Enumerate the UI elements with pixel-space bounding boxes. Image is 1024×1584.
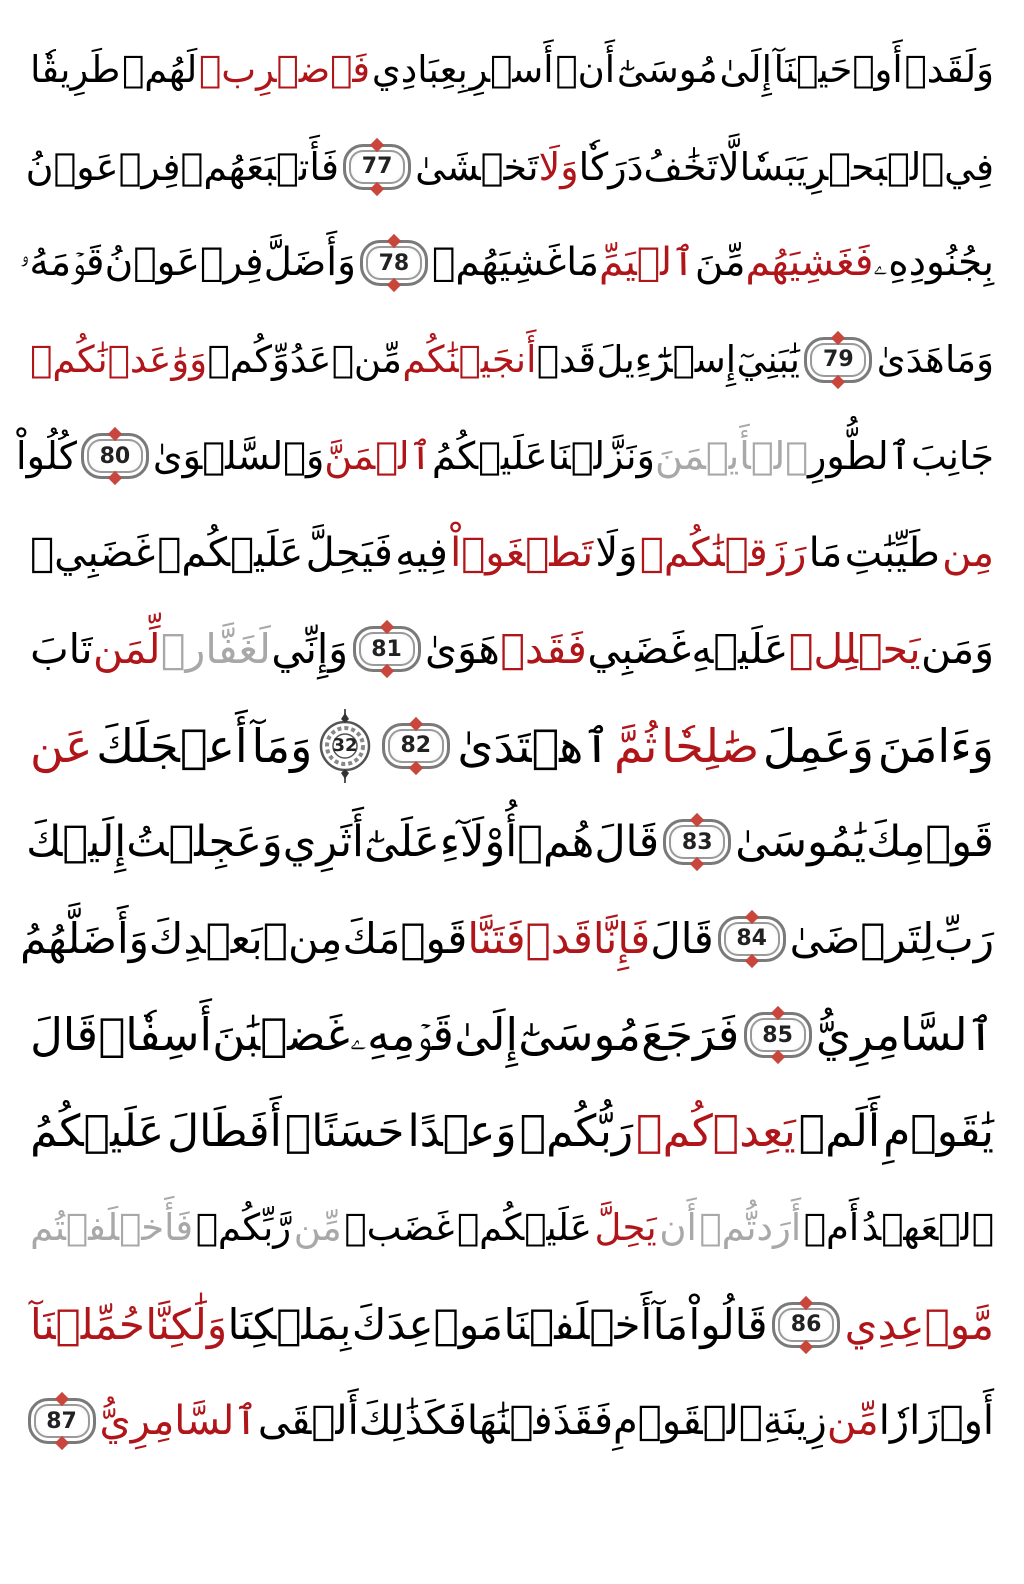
quran-word: يَحِلَّ (594, 1206, 657, 1250)
quran-word: فِرۡعَوۡنُ (25, 144, 181, 189)
quran-word: قَدۡ (536, 337, 597, 381)
quran-word: مَا (566, 240, 600, 286)
quran-word: صَٰلِحٗا (661, 718, 760, 773)
quran-word: غَشِيَهُمۡ (431, 240, 567, 286)
quran-word: هَوَىٰ (425, 625, 500, 674)
quran-word: تَطۡغَوۡاْ (450, 529, 594, 576)
quran-word: ٱلۡبَحۡرِ (807, 144, 945, 189)
quran-word: مَا (808, 529, 843, 576)
ayah-number: 77 (361, 154, 393, 180)
ayah-number-marker (744, 1012, 812, 1058)
ayah-number: 83 (681, 829, 713, 855)
quran-word: أَخۡلَفۡنَا (503, 1299, 653, 1349)
quran-word: رَبُّكُمۡ (519, 1105, 634, 1157)
quran-word: وَمَا (945, 337, 994, 381)
quran-word: وَإِنِّي (271, 625, 349, 674)
quran-word: فِرۡعَوۡنُ (104, 240, 264, 286)
quran-word: فَٱضۡرِبۡ (199, 48, 371, 92)
quran-word: أَوۡحَيۡنَآ (773, 48, 903, 92)
ayah-number-marker (353, 626, 421, 672)
quran-word: إِلَيۡكَ (26, 817, 127, 868)
quran-word: وَلَٰكِنَّا (145, 1299, 228, 1349)
quran-word: فَيَحِلَّ (305, 529, 393, 576)
quran-word: وَءَامَنَ (877, 718, 994, 773)
quran-word: مُوسَىٰٓ (518, 1008, 641, 1062)
quran-word: بِمَلۡكِنَا (227, 1299, 352, 1349)
ayah-number-marker (804, 337, 872, 383)
quran-word: أَعۡجَلَكَ (96, 718, 248, 773)
text-line (30, 1373, 994, 1470)
quran-word: تَابَ (30, 625, 93, 674)
quran-word: عَلَىٰٓ (364, 817, 440, 868)
quran-word: إِلَىٰ (454, 1008, 518, 1062)
quran-word: ٱلۡعَهۡدُ (861, 1206, 994, 1250)
ayah-number-marker (772, 1302, 840, 1348)
quran-word: مِنۢ (262, 913, 343, 963)
ayah-number: 79 (823, 347, 854, 373)
hizb-number: 32 (332, 735, 358, 757)
quran-word: وَنَزَّلۡنَا (547, 434, 655, 479)
quran-word: عَلَيۡهِ (691, 625, 789, 674)
quran-word: ٱلۡقَوۡمِ (612, 1398, 763, 1445)
quran-word: فَقَذَفۡنَٰهَا (466, 1398, 613, 1445)
quran-word: رَبِّ (934, 913, 994, 963)
quran-word: طَيِّبَٰتِ (844, 529, 940, 576)
quran-word: يَٰمُوسَىٰ (735, 817, 867, 868)
quran-word: هُمۡ (517, 817, 595, 868)
quran-word: مِن (942, 529, 994, 576)
quran-word: قَوۡمِهِۦ (350, 1008, 454, 1062)
quran-word: أُوْلَآءِ (439, 817, 518, 868)
quran-word: ٱلطُّورِ (808, 434, 912, 479)
text-line (16, 408, 994, 505)
quran-word: تَخَٰفُ (643, 144, 718, 189)
ayah-number: 80 (99, 443, 131, 469)
quran-word: أَوۡزَارٗا (878, 1398, 994, 1445)
quran-word: يَبَسٗا (739, 144, 808, 189)
quran-word: ٱلۡمَنَّ (324, 434, 432, 479)
quran-word: عَلَيۡكُمُ (30, 1105, 165, 1157)
text-line (19, 215, 994, 312)
quran-word: وَمَآ (251, 718, 313, 773)
text-line (30, 22, 994, 119)
quran-word: لَغَفَّارٞ (160, 625, 271, 674)
quran-word: حَسَنًاۚ (284, 1105, 405, 1157)
quran-word: قَالُواْ (688, 1299, 768, 1349)
quran-word: وَلَا (538, 144, 579, 189)
text-line (30, 312, 994, 409)
quran-word: قَوۡمَهُۥ (19, 240, 105, 286)
quran-word: مَآ (652, 1299, 689, 1349)
quran-word: فَتَنَّا (467, 913, 526, 963)
quran-word: طَرِيقٗا (30, 48, 121, 92)
quran-word: قَدۡ (525, 913, 593, 963)
quran-word: عَن (30, 718, 93, 773)
quran-word: وَعَمِلَ (762, 718, 874, 773)
quran-word: وَعۡدًا (407, 1105, 517, 1157)
quran-word: غَضَبٞ (344, 1206, 455, 1250)
quran-word: قَوۡمِكَ (866, 817, 994, 868)
quran-word: مِّن (826, 1398, 879, 1445)
quran-word: وَمَن (921, 625, 994, 674)
quran-word: أَنۡ (555, 48, 616, 92)
quran-word: أَمۡ (803, 1206, 860, 1250)
quran-word: بِجُنُودِهِۦ (873, 240, 994, 286)
quran-word: مِّن (293, 1206, 342, 1250)
quran-word: رَّبِّكُمۡ (195, 1206, 292, 1250)
quran-word: ثُمَّ (614, 718, 658, 773)
quran-word: غَضَبِي (587, 625, 691, 674)
quran-word: يَحۡلِلۡ (788, 625, 921, 674)
text-line (30, 1277, 994, 1374)
ayah-number: 84 (736, 926, 767, 952)
text-line (30, 1180, 994, 1277)
text-line (25, 119, 994, 216)
quran-word: تَخۡشَىٰ (415, 144, 539, 189)
quran-word: مِّنۡ (331, 337, 402, 381)
quran-word: إِلَىٰ (719, 48, 772, 92)
quran-word: يَٰقَوۡمِ (883, 1105, 994, 1157)
quran-word: بَعۡدِكَ (148, 913, 263, 963)
quran-word: أَرَدتُّمۡ (699, 1206, 802, 1250)
text-line (30, 505, 994, 602)
quran-word: أَنجَيۡنَٰكُم (402, 337, 537, 381)
quran-word: مَّوۡعِدِي (844, 1299, 994, 1349)
quran-word: قَوۡمَكَ (342, 913, 468, 963)
quran-word: كُلُواْ (16, 434, 77, 479)
quran-word: يَعِدۡكُمۡ (636, 1105, 796, 1157)
quran-word: فَإِنَّا (592, 913, 651, 963)
text-line (30, 601, 994, 698)
text-line (30, 698, 994, 795)
quran-word: هَدَىٰ (876, 337, 945, 381)
quran-word: مِّنَ (694, 240, 746, 286)
quran-word: قَالَ (30, 1008, 98, 1062)
quran-word: وَعَجِلۡتُ (126, 817, 283, 868)
quran-word: فَأَخۡلَفۡتُم (30, 1206, 194, 1250)
quran-word: ٱلسَّامِرِيُّ (815, 1008, 994, 1062)
quran-word: أَسۡرِ (469, 48, 554, 92)
quran-word: دَرَكٗا (578, 144, 644, 189)
quran-word: ٱلۡيَمِّ (599, 240, 695, 286)
quran-word: لِّمَن (93, 625, 161, 674)
text-line (20, 891, 994, 988)
quran-word: يَٰبَنِيٓ (736, 337, 800, 381)
ayah-number: 85 (762, 1022, 793, 1048)
quran-word: ٱهۡتَدَىٰ (457, 718, 611, 773)
quran-word: أَلَمۡ (798, 1105, 881, 1157)
ayah-number-marker (360, 240, 428, 286)
quran-word: بِعِبَادِي (371, 48, 468, 92)
quran-word: قَالَ (650, 913, 714, 963)
quran-word: فِي (944, 144, 994, 189)
ayah-number: 78 (378, 250, 410, 276)
quran-word: عَلَيۡكُمُ (431, 434, 548, 479)
ayah-number-marker (718, 916, 786, 962)
quran-word: عَلَيۡكُمۡ (157, 529, 304, 576)
quran-word: رَزَقۡنَٰكُمۡ (639, 529, 807, 576)
quran-word: أَن (659, 1206, 697, 1250)
ayah-number: 82 (400, 733, 432, 759)
quran-word: لَّا (718, 144, 740, 189)
quran-word: فَغَشِيَهُم (745, 240, 874, 286)
quran-word: ٱلۡأَيۡمَنَ (654, 434, 809, 479)
quran-word: فَرَجَعَ (641, 1008, 740, 1062)
quran-word: وَأَضَلَّهُمُ (20, 913, 149, 963)
ayah-number-marker (663, 819, 731, 865)
ayah-number: 81 (371, 636, 402, 662)
hizb-marker-icon (316, 707, 374, 785)
quran-word: ٱلسَّامِرِيُّ (99, 1398, 258, 1445)
quran-word: عَلَيۡكُمۡ (456, 1206, 592, 1250)
quran-word: غَضۡبَٰنَ (212, 1008, 350, 1062)
text-line (30, 1084, 994, 1181)
quran-word: لَهُمۡ (122, 48, 198, 92)
ayah-number-marker (343, 144, 411, 190)
quran-word: فَكَذَٰلِكَ (358, 1398, 467, 1445)
quran-word: جَانِبَ (911, 434, 994, 479)
quran-word: أَلۡقَى (257, 1398, 359, 1445)
quran-word: فِيهِ (395, 529, 448, 576)
quran-word: قَالَ (594, 817, 660, 868)
quran-word: حُمِّلۡنَآ (30, 1299, 145, 1349)
quran-word: عَدُوِّكُمۡ (207, 337, 332, 381)
quran-word: أَفَطَالَ (167, 1105, 282, 1157)
ayah-number-marker (382, 723, 450, 769)
quran-word: فَقَدۡ (500, 625, 587, 674)
quran-word: مَوۡعِدَكَ (351, 1299, 504, 1349)
quran-word: غَضَبِيۖ (30, 529, 156, 576)
quran-word: وَلَا (595, 529, 638, 576)
text-line (26, 794, 994, 891)
quran-word: أَسِفٗاۚ (98, 1008, 212, 1062)
quran-word: إِسۡرَٰٓءِيلَ (596, 337, 737, 381)
ayah-number: 87 (46, 1408, 77, 1434)
quran-word: زِينَةِ (762, 1398, 827, 1445)
quran-word: لِتَرۡضَىٰ (789, 913, 935, 963)
text-line (30, 987, 994, 1084)
quran-word: وَٱلسَّلۡوَىٰ (152, 434, 325, 479)
quran-word: أَثَرِي (282, 817, 364, 868)
quran-word: وَأَضَلَّ (263, 240, 356, 286)
ayah-number-marker (81, 433, 149, 479)
quran-word: فَأَتۡبَعَهُمۡ (180, 144, 340, 189)
quran-word: وَوَٰعَدۡنَٰكُمۡ (30, 337, 208, 381)
quran-word: وَلَقَدۡ (904, 48, 994, 92)
ayah-number: 86 (790, 1312, 822, 1338)
quran-word: مُوسَىٰٓ (616, 48, 718, 92)
ayah-number-marker (28, 1398, 96, 1444)
